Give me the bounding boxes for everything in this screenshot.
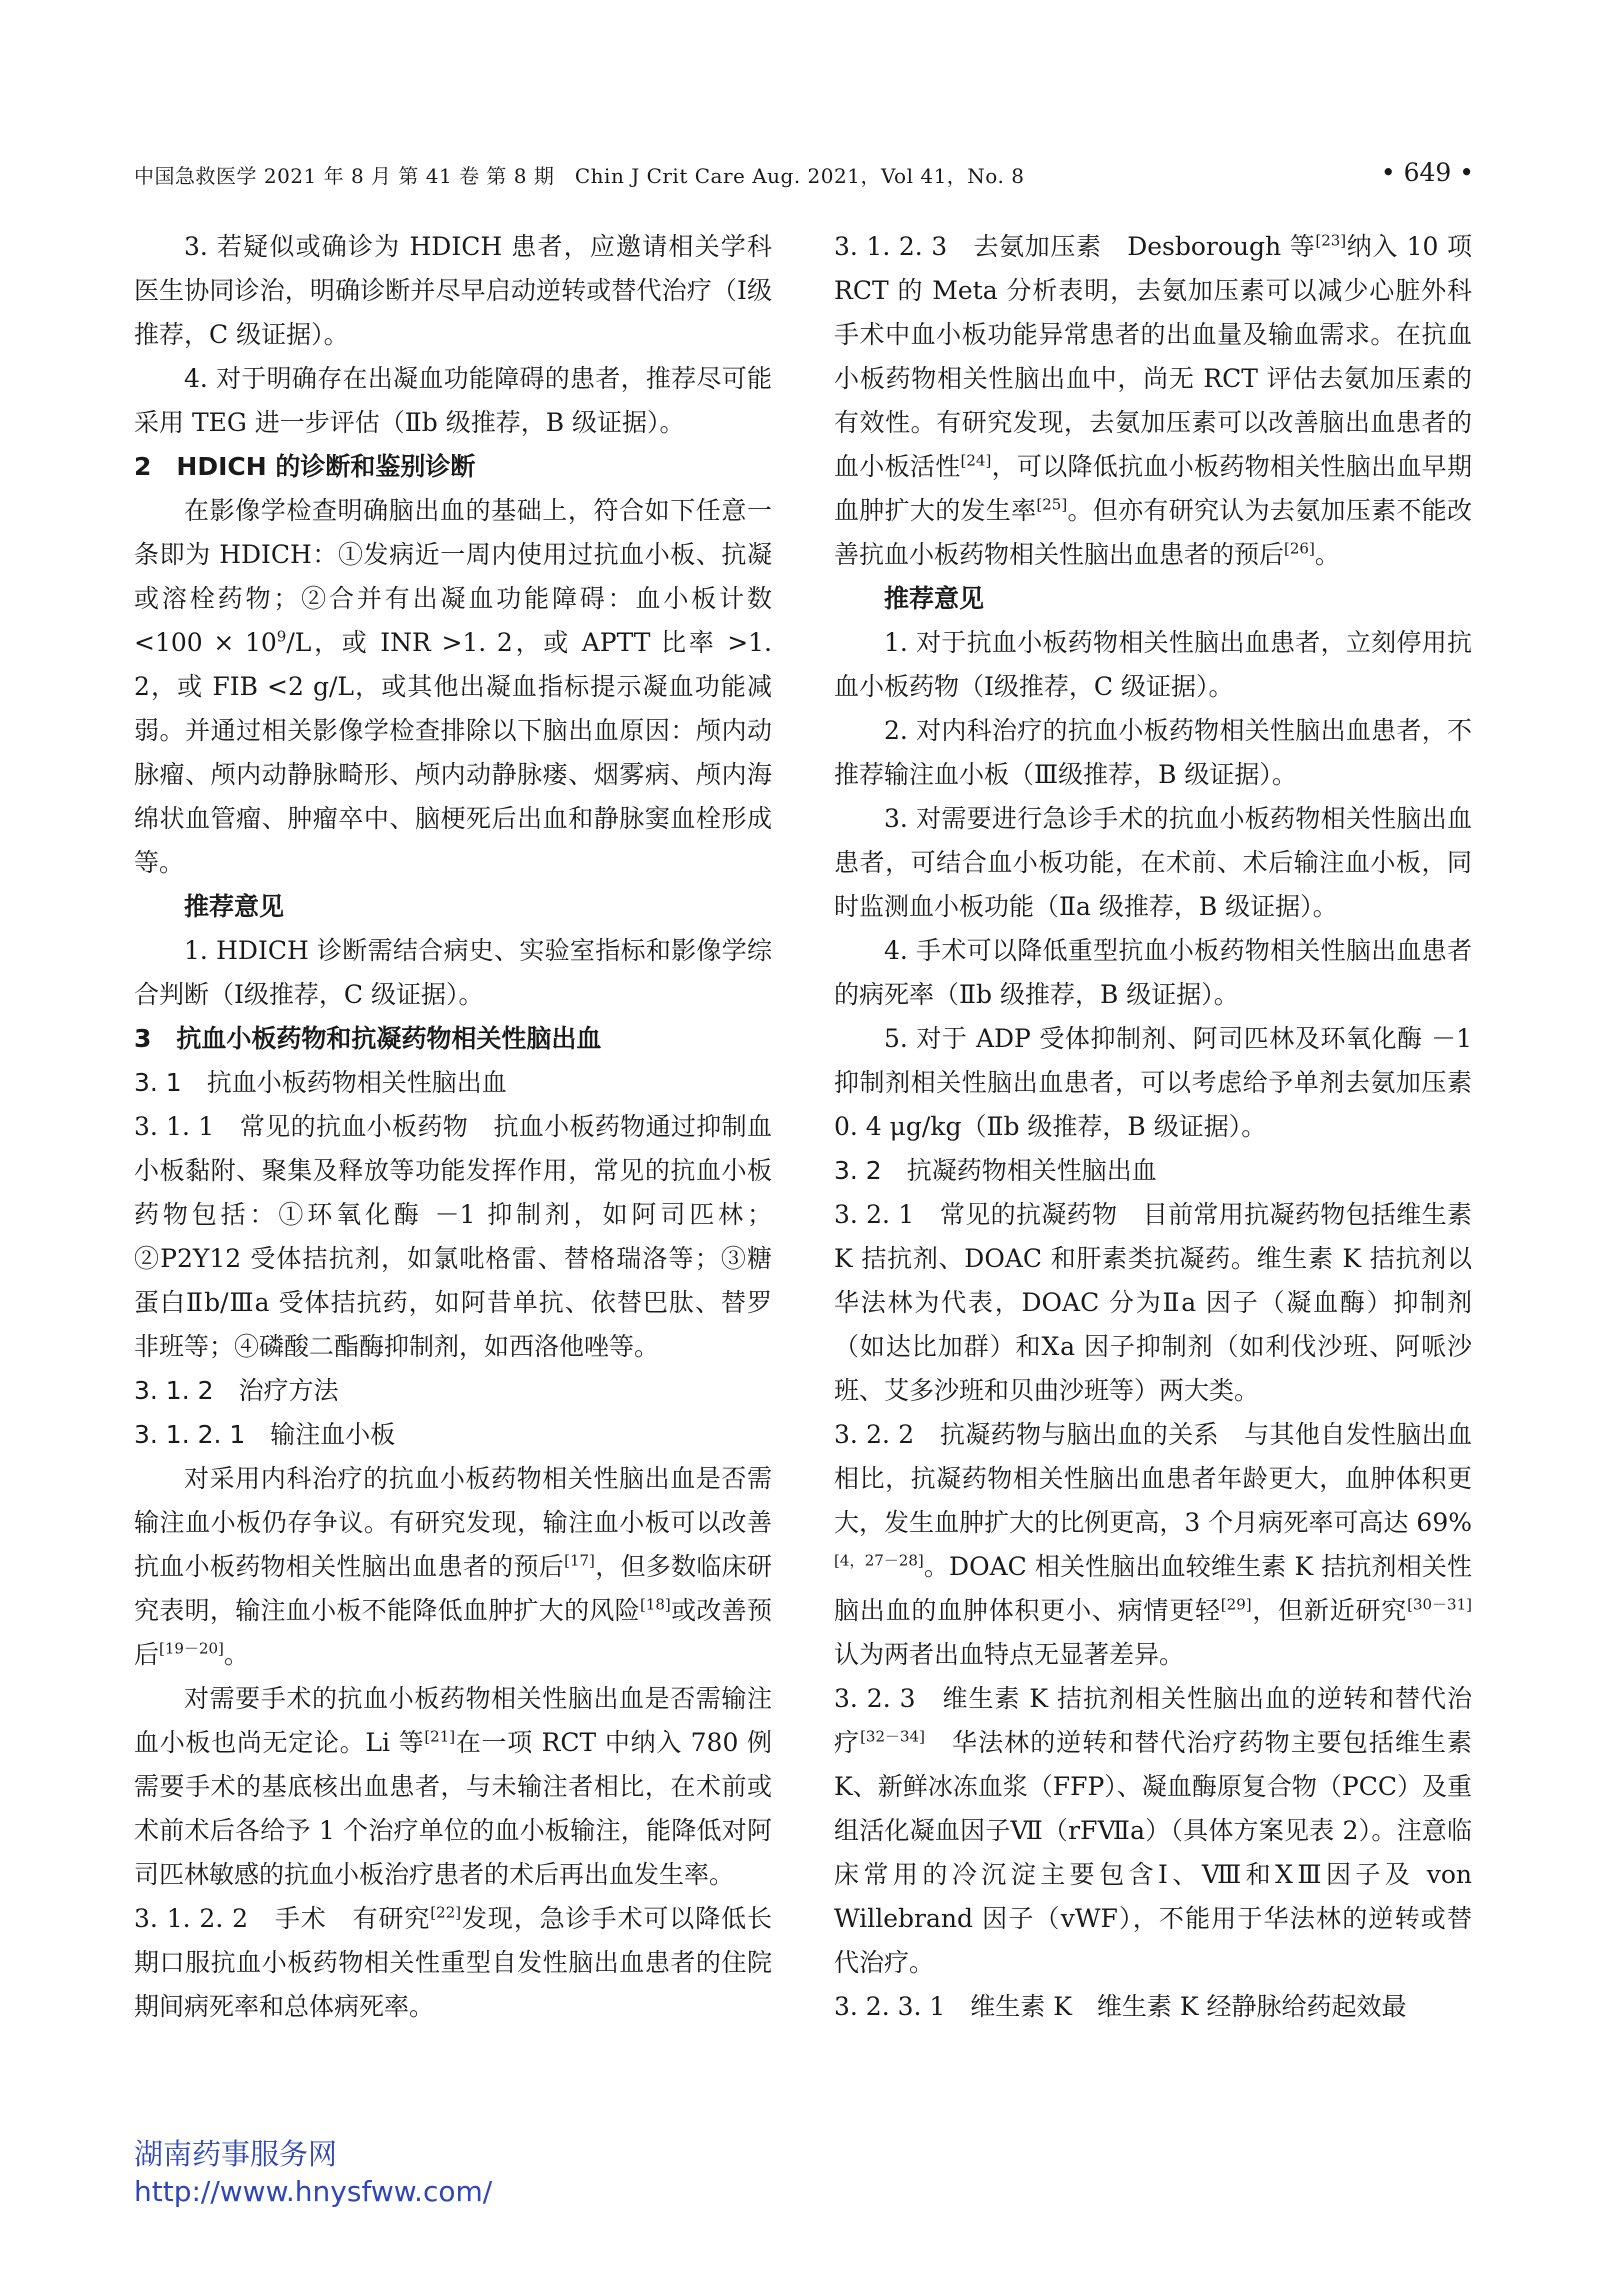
footer-url[interactable]: http://www.hnysfww.com/: [134, 2175, 493, 2208]
body-paragraph: 4. 手术可以降低重型抗血小板药物相关性脑出血患者的病死率（Ⅱb 级推荐，B 级证据）。: [834, 936, 1472, 1009]
recommendation-heading: 推荐意见: [184, 892, 285, 921]
body-paragraph: 在影像学检查明确脑出血的基础上，符合如下任意一条即为 HDICH：①发病近一周内使用过抗血小板、抗凝或溶栓药物；②合并有出凝血功能障碍：血小板计数 $<100 \times 10^9/L$，或 INR >1. 2，或 APTT 比率 >1. 2，或 FIB <2 g/L，或其他出凝血指标提示凝血功能减弱。并通过相关影像学检查排除以下脑出血原因：颅内动脉瘤、颅内动静脉畸形、颅内动静脉瘘、烟雾病、颅内海绵状血管瘤、肿瘤卒中、脑梗死后出血和静脉窦血栓形成等。: [134, 496, 772, 877]
body-paragraph: 对采用内科治疗的抗血小板药物相关性脑出血是否需输注血小板仍存争议。有研究发现，输注血小板可以改善抗血小板药物相关性脑出血患者的预后[17]，但多数临床研究表明，输注血小板不能降低血肿扩大的风险[18]或改善预后[19－20]。: [134, 1464, 772, 1669]
body-paragraph: 2. 对内科治疗的抗血小板药物相关性脑出血患者，不推荐输注血小板（Ⅲ级推荐，B 级证据）。: [834, 716, 1472, 789]
section-heading: 2 HDICH 的诊断和鉴别诊断: [134, 452, 476, 481]
body-paragraph: 3. 若疑似或确诊为 HDICH 患者，应邀请相关学科医生协同诊治，明确诊断并尽早启动逆转或替代治疗（Ⅰ级推荐，C 级证据）。: [134, 232, 772, 349]
body-paragraph: 3. 2. 2 抗凝药物与脑出血的关系 与其他自发性脑出血相比，抗凝药物相关性脑出血患者年龄更大，血肿体积更大，发生血肿扩大的比例更高，3 个月病死率可高达 69%[4，27－28]。DOAC 相关性脑出血较维生素 K 拮抗剂相关性脑出血的血肿体积更小、病情更轻[29]，但新近研究[30－31]认为两者出血特点无显著差异。: [834, 1420, 1473, 1669]
body-paragraph: 3. 2. 3. 1 维生素 K 维生素 K 经静脉给药起效最: [834, 1992, 1407, 2021]
body-paragraph: 3. 1. 2. 3 去氨加压素 Desborough 等[23]纳入 10 项 RCT 的 Meta 分析表明，去氨加压素可以减少心脏外科手术中血小板功能异常患者的出血量及输血需求。在抗血小板药物相关性脑出血中，尚无 RCT 评估去氨加压素的有效性。有研究发现，去氨加压素可以改善脑出血患者的血小板活性[24]，可以降低抗血小板药物相关性脑出血早期血肿扩大的发生率[25]。但亦有研究认为去氨加压素不能改善抗血小板药物相关性脑出血患者的预后[26]。: [834, 231, 1472, 569]
subsection-heading: 3. 1. 2 治疗方法: [134, 1376, 339, 1405]
recommendation-heading: 推荐意见: [884, 584, 985, 613]
journal-citation: 中国急救医学 2021 年 8 月 第 41 卷 第 8 期 Chin J Crit Care Aug. 2021，Vol 41，No. 8: [134, 164, 1025, 188]
body-paragraph: 3. 1. 1 常见的抗血小板药物 抗血小板药物通过抑制血小板黏附、聚集及释放等功能发挥作用，常见的抗血小板药物包括：①环氧化酶 －1 抑制剂，如阿司匹林；②P2Y12 受体拮抗剂，如氯吡格雷、替格瑞洛等；③糖蛋白Ⅱb/Ⅲa 受体拮抗药，如阿昔单抗、依替巴肽、替罗非班等；④磷酸二酯酶抑制剂，如西洛他唑等。: [134, 1112, 772, 1361]
body-paragraph: 3. 2. 1 常见的抗凝药物 目前常用抗凝药物包括维生素 K 拮抗剂、DOAC 和肝素类抗凝药。维生素 K 拮抗剂以华法林为代表，DOAC 分为Ⅱa 因子（凝血酶）抑制剂（如达比加群）和Ⅹa 因子抑制剂（如利伐沙班、阿哌沙班、艾多沙班和贝曲沙班等）两大类。: [834, 1200, 1472, 1405]
running-header: [134, 158, 1474, 198]
body-paragraph: 1. 对于抗血小板药物相关性脑出血患者，立刻停用抗血小板药物（Ⅰ级推荐，C 级证据）。: [834, 628, 1472, 701]
body-paragraph: 5. 对于 ADP 受体抑制剂、阿司匹林及环氧化酶 －1 抑制剂相关性脑出血患者，可以考虑给予单剂去氨加压素 0. 4 μg/kg（Ⅱb 级推荐，B 级证据）。: [834, 1024, 1472, 1141]
subsection-heading: 3. 1. 2. 1 输注血小板: [134, 1420, 396, 1449]
body-paragraph: 3. 1. 2. 2 手术 有研究[22]发现，急诊手术可以降低长期口服抗血小板药物相关性重型自发性脑出血患者的住院期间病死率和总体病死率。: [134, 1903, 772, 2021]
body-paragraph: 对需要手术的抗血小板药物相关性脑出血是否需输注血小板也尚无定论。Li 等[21]在一项 RCT 中纳入 780 例需要手术的基底核出血患者，与未输注者相比，在术前或术前术后各给予 1 个治疗单位的血小板输注，能降低对阿司匹林敏感的抗血小板治疗患者的术后再出血发生率。: [134, 1684, 772, 1889]
body-paragraph: 3. 对需要进行急诊手术的抗血小板药物相关性脑出血患者，可结合血小板功能，在术前、术后输注血小板，同时监测血小板功能（Ⅱa 级推荐，B 级证据）。: [834, 804, 1472, 921]
watermark-footer: [134, 2135, 492, 2211]
section-heading: 3 抗血小板药物和抗凝药物相关性脑出血: [134, 1024, 602, 1053]
right-column: [834, 225, 1472, 2029]
footer-site-name: 湖南药事服务网: [134, 2137, 338, 2171]
subsection-heading: 3. 2 抗凝药物相关性脑出血: [834, 1156, 1157, 1185]
page-number: • 649 •: [1380, 158, 1474, 187]
subsection-heading: 3. 1 抗血小板药物相关性脑出血: [134, 1068, 507, 1097]
body-paragraph: 4. 对于明确存在出凝血功能障碍的患者，推荐尽可能采用 TEG 进一步评估（Ⅱb 级推荐，B 级证据）。: [134, 364, 772, 437]
body-paragraph: 1. HDICH 诊断需结合病史、实验室指标和影像学综合判断（Ⅰ级推荐，C 级证据）。: [134, 936, 772, 1009]
left-column: [134, 225, 772, 2029]
body-paragraph: 3. 2. 3 维生素 K 拮抗剂相关性脑出血的逆转和替代治疗[32－34] 华法林的逆转和替代治疗药物主要包括维生素 K、新鲜冰冻血浆（FFP）、凝血酶原复合物（PCC）及重组活化凝血因子Ⅶ（rFⅦa）（具体方案见表 2）。注意临床常用的冷沉淀主要包含Ⅰ、Ⅷ和ⅩⅢ因子及 von Willebrand 因子（vWF），不能用于华法林的逆转或替代治疗。: [834, 1684, 1472, 1977]
